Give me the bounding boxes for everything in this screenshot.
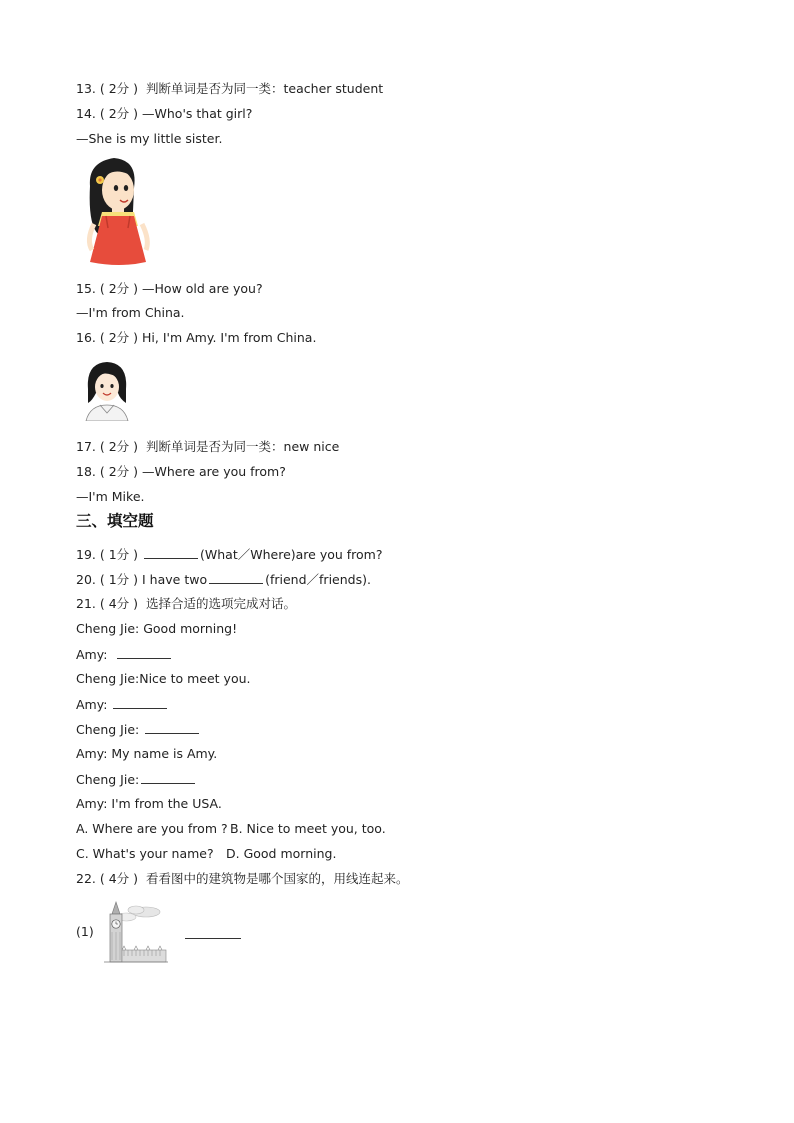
section-heading: 三、填空题 [76, 512, 154, 530]
dialog-line [76, 796, 222, 812]
dialog-text: Cheng Jie: [76, 722, 140, 737]
question-20 [76, 571, 371, 588]
dialog-line [76, 671, 251, 687]
question-14 [76, 106, 252, 122]
question-text: —How old are you? [142, 281, 263, 296]
big-ben-illustration [96, 900, 168, 966]
question-18 [76, 464, 286, 480]
question-text-after: (friend／friends). [265, 572, 371, 587]
dialog-text: Amy: [76, 647, 108, 662]
question-score: ( 2分 ) [99, 106, 139, 121]
question-score: ( 2分 ) [99, 281, 139, 296]
dialog-line [76, 721, 201, 738]
question-number: 19. [76, 547, 96, 562]
question-number: 22. [76, 871, 96, 886]
question-17 [76, 439, 339, 455]
match-item-label: (1) [76, 924, 94, 939]
option-d: D. Good morning. [226, 846, 337, 861]
question-text: 看看图中的建筑物是哪个国家的，用线连起来。 [146, 871, 409, 886]
question-15-answer: —I'm from China. [76, 305, 185, 320]
dialog-line [76, 746, 217, 762]
options-row [76, 821, 386, 837]
dialog-text: Amy: [76, 697, 108, 712]
answer-blank[interactable] [209, 571, 263, 584]
question-text: (What／Where)are you from? [200, 547, 383, 562]
option-b: B. Nice to meet you, too. [230, 821, 386, 836]
question-score: ( 2分 ) [99, 330, 139, 345]
question-19 [76, 546, 383, 563]
question-number: 16. [76, 330, 96, 345]
dialog-line [76, 646, 173, 663]
question-score: ( 1分 ) [99, 547, 139, 562]
dialog-text: Cheng Jie:Nice to meet you. [76, 671, 251, 686]
dialog-line [76, 621, 237, 637]
option-c: C. What's your name? [76, 846, 214, 861]
question-number: 18. [76, 464, 96, 479]
question-18-answer: —I'm Mike. [76, 489, 145, 504]
question-score: ( 1分 ) [99, 572, 139, 587]
question-text: —Who's that girl? [142, 106, 253, 121]
options-row [76, 846, 336, 862]
question-score: ( 4分 ) [99, 596, 139, 611]
question-21 [76, 596, 296, 612]
question-number: 20. [76, 572, 96, 587]
dialog-line [76, 696, 169, 713]
dialog-text: Cheng Jie: [76, 772, 140, 787]
question-number: 17. [76, 439, 96, 454]
question-13 [76, 81, 383, 97]
question-22 [76, 871, 409, 887]
question-text: 选择合适的选项完成对话。 [146, 596, 297, 611]
answer-blank[interactable] [117, 646, 171, 659]
question-number: 14. [76, 106, 96, 121]
question-number: 21. [76, 596, 96, 611]
question-score: ( 4分 ) [99, 871, 139, 886]
amy-portrait-illustration [80, 359, 134, 421]
answer-blank[interactable] [141, 771, 195, 784]
question-text: 判断单词是否为同一类：new nice [146, 439, 340, 454]
dialog-text: Amy: My name is Amy. [76, 746, 218, 761]
answer-blank[interactable] [113, 696, 167, 709]
answer-blank[interactable] [185, 938, 241, 939]
question-16 [76, 330, 316, 346]
question-15 [76, 281, 263, 297]
question-score: ( 2分 ) [99, 464, 139, 479]
question-number: 15. [76, 281, 96, 296]
question-text: —Where are you from? [142, 464, 286, 479]
option-a: A. Where are you from ? [76, 821, 228, 836]
answer-blank[interactable] [145, 721, 199, 734]
dialog-text: Cheng Jie: Good morning! [76, 621, 238, 636]
question-number: 13. [76, 81, 96, 96]
dialog-text: Amy: I'm from the USA. [76, 796, 222, 811]
dialog-line [76, 771, 197, 788]
question-14-answer: —She is my little sister. [76, 131, 223, 146]
question-text: Hi, I'm Amy. I'm from China. [142, 330, 317, 345]
question-score: ( 2分 ) [99, 81, 139, 96]
question-score: ( 2分 ) [99, 439, 139, 454]
question-text: 判断单词是否为同一类：teacher student [146, 81, 384, 96]
question-text-before: I have two [142, 572, 208, 587]
girl-illustration [80, 154, 156, 270]
answer-blank[interactable] [144, 546, 198, 559]
